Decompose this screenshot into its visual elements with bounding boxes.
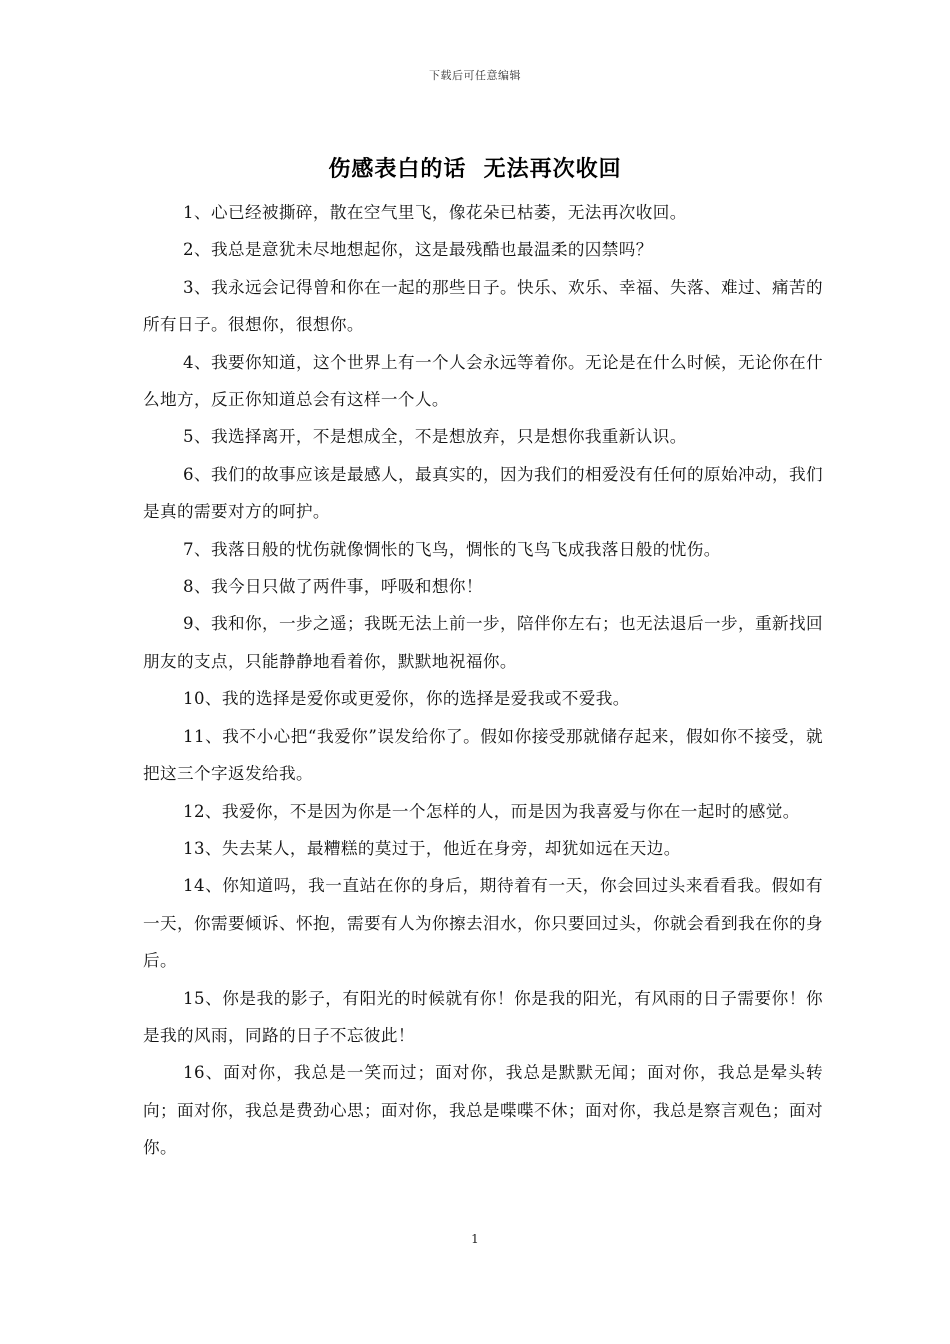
paragraph-15: 15、你是我的影子，有阳光的时候就有你！你是我的阳光，有风雨的日子需要你！你是我的风雨，同路的日子不忘彼此！ — [143, 988, 823, 1045]
paragraph-2: 2、我总是意犹未尽地想起你，这是最残酷也最温柔的囚禁吗？ — [183, 240, 653, 260]
document-title: 伤感表白的话 无法再次收回 — [328, 156, 622, 182]
paragraph-6: 6、我们的故事应该是最感人，最真实的，因为我们的相爱没有任何的原始冲动，我们是真的需要对方的呵护。 — [143, 464, 823, 522]
header-note: 下载后可任意编辑 — [429, 69, 521, 82]
paragraph-1: 1、心已经被撕碎，散在空气里飞，像花朵已枯萎，无法再次收回。 — [183, 203, 687, 222]
paragraph-14: 14、你知道吗，我一直站在你的身后，期待着有一天，你会回过头来看看我。假如有一天，你需要倾诉、怀抱，需要有人为你擦去泪水，你只要回过头，你就会看到我在你的身后。 — [143, 876, 823, 971]
paragraph-4: 4、我要你知道，这个世界上有一个人会永远等着你。无论是在什么时候，无论你在什么地方，反正你知道总会有这样一个人。 — [143, 352, 823, 410]
paragraph-16: 16、面对你，我总是一笑而过；面对你，我总是默默无闻；面对你，我总是晕头转向；面对你，我总是费劲心思；面对你，我总是喋喋不休；面对你，我总是察言观色；面对你。 — [143, 1063, 823, 1158]
page-number: 1 — [471, 1232, 479, 1246]
paragraph-12: 12、我爱你，不是因为你是一个怎样的人，而是因为我喜爱与你在一起时的感觉。 — [183, 801, 800, 821]
paragraph-5: 5、我选择离开，不是想成全，不是想放弃，只是想你我重新认识。 — [183, 427, 687, 447]
paragraph-9: 9、我和你，一步之遥；我既无法上前一步，陪伴你左右；也无法退后一步，重新找回朋友的支点，只能静静地看着你，默默地祝福你。 — [143, 614, 823, 671]
paragraph-7: 7、我落日般的忧伤就像惆怅的飞鸟，惆怅的飞鸟飞成我落日般的忧伤。 — [183, 539, 721, 559]
paragraph-3: 3、我永远会记得曾和你在一起的那些日子。快乐、欢乐、幸福、失落、难过、痛苦的所有日子。很想你，很想你。 — [143, 277, 823, 335]
document-body — [143, 194, 823, 1167]
paragraph-13: 13、失去某人，最糟糕的莫过于，他近在身旁，却犹如远在天边。 — [183, 838, 681, 858]
paragraph-11: 11、我不小心把“我爱你”误发给你了。假如你接受那就储存起来，假如你不接受，就把这三个字返发给我。 — [143, 726, 823, 784]
paragraph-10: 10、我的选择是爱你或更爱你，你的选择是爱我或不爱我。 — [183, 689, 630, 709]
paragraph-8: 8、我今日只做了两件事，呼吸和想你！ — [183, 577, 483, 597]
